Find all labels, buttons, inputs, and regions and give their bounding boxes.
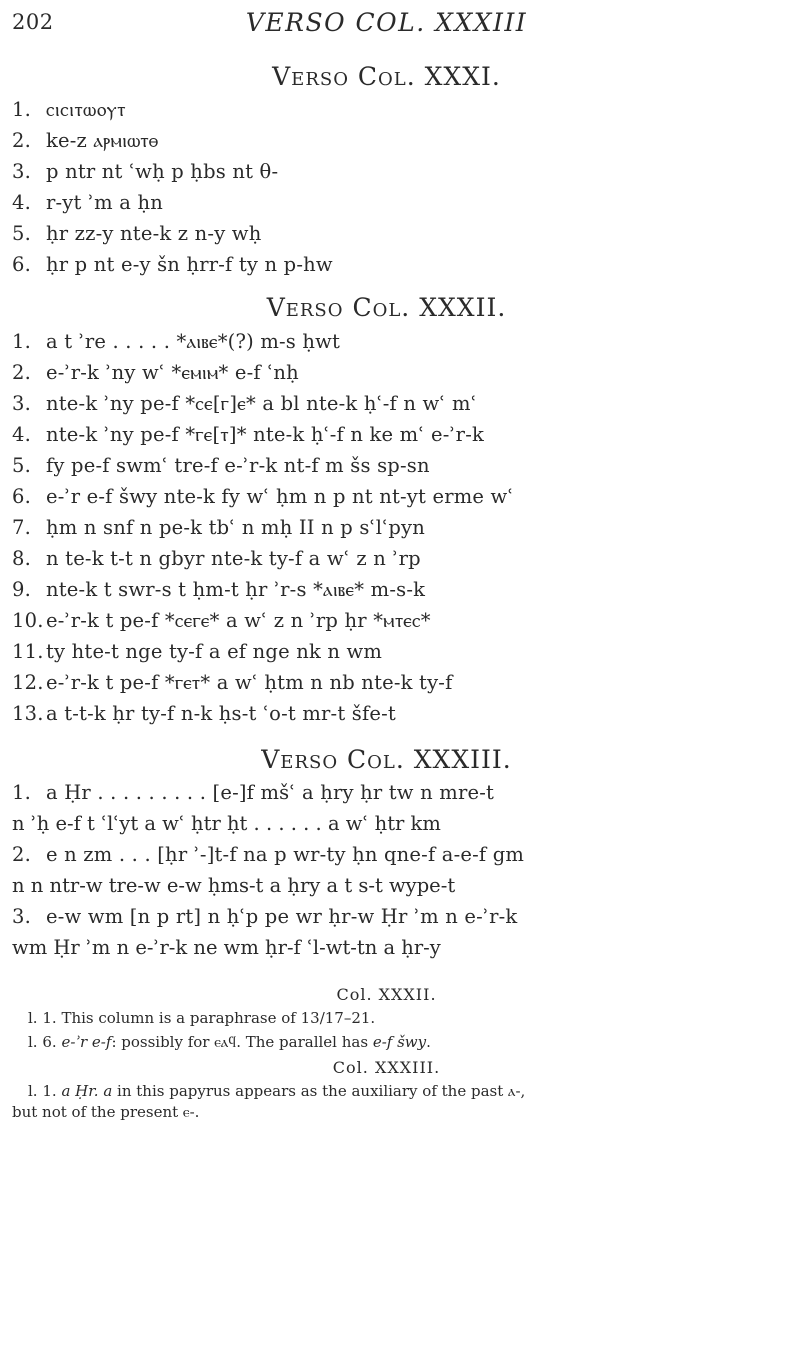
- col31-line: 1. ⲥⲓⲥⲓⲧⲱⲟⲩⲧ: [12, 98, 127, 121]
- col32-heading: Verso Col. XXXII.: [266, 293, 507, 322]
- col32-line: 4. nte-k ʾny pe-f *ⲅⲉ[ⲧ]* nte-k ḥʿ-f n ke mʿ e-ʾr-k: [12, 423, 485, 446]
- note: l. 1. a Ḥr. a in this papyrus appears as the auxiliary of the past ⲁ-,: [28, 1082, 526, 1100]
- col33-line: 1. a Ḥr . . . . . . . . . [e-]f mšʿ a ḥry ḥr tw n mre-t: [12, 781, 495, 804]
- col31-line: 3. p ntr nt ʿwḥ p ḥbs nt θ-: [12, 160, 279, 183]
- running-head: [12, 4, 761, 44]
- col33-line-continued: wm Ḥr ʾm n e-ʾr-k ne wm ḥr-f ʿl-wt-tn a ḥr-y: [12, 936, 441, 959]
- col32-line: 11. ty hte-t nge ty-f a ef nge nk n wm: [12, 640, 383, 663]
- col31-line: 6. ḥr p nt e-y šn ḥrr-f ty n p-hw: [12, 253, 333, 276]
- note: l. 1. This column is a paraphrase of 13/17–21.: [28, 1009, 376, 1027]
- notes-col33-heading: Col. XXXIII.: [332, 1058, 441, 1077]
- col32-line: 6. e-ʾr e-f šwy nte-k fy wʿ ḥm n p nt nt-yt erme wʿ: [12, 485, 514, 508]
- note: l. 6. e-ʾr e-f: possibly for ⲉⲁϥ. The parallel has e-f šwy.: [28, 1033, 431, 1051]
- col32-line: 3. nte-k ʾny pe-f *ⲥⲉ[ⲅ]ⲉ* a bl nte-k ḥʿ-f n wʿ mʿ: [12, 392, 477, 415]
- col31-line: 4. r-yt ʾm a ḥn: [12, 191, 163, 214]
- col33-line: 3. e-w wm [n p rt] n ḥʿp pe wr ḥr-w Ḥr ʾm n e-ʾr-k: [12, 905, 518, 928]
- col33-line-continued: n n ntr-w tre-w e-w ḥms-t a ḥry a t s-t wype-t: [12, 874, 456, 897]
- col32-line: 12. e-ʾr-k t pe-f *ⲅⲉⲧ* a wʿ ḥtm n nb nte-k ty-f: [12, 671, 453, 694]
- col32-line: 13. a t-t-k ḥr ty-f n-k ḥs-t ʿo-t mr-t šfe-t: [12, 702, 396, 725]
- col32-line: 2. e-ʾr-k ʾny wʿ *ⲉⲙⲓⲙ* e-f ʿnḥ: [12, 361, 299, 384]
- running-title: VERSO COL. XXXIII: [245, 8, 528, 37]
- col31-line: 2. ke-z ⲁⲣⲙⲓⲱⲧⲑ: [12, 129, 159, 152]
- col32-line: 1. a t ʾre . . . . . *ⲁⲓⲃⲉ*(?) m-s ḥwt: [12, 330, 341, 353]
- col32-line: 5. fy pe-f swmʿ tre-f e-ʾr-k nt-f m šs sp-sn: [12, 454, 430, 477]
- note-continued: but not of the present ⲉ-.: [12, 1103, 200, 1121]
- col33-line: 2. e n zm . . . [ḥr ʾ-]t-f na p wr-ty ḥn qne-f a-e-f gm: [12, 843, 525, 866]
- col32-line: 7. ḥm n snf n pe-k tbʿ n mḥ II n p sʿlʿpyn: [12, 516, 426, 539]
- col32-line: 10. e-ʾr-k t pe-f *ⲥⲉⲅⲉ* a wʿ z n ʾrp ḥr *ⲙⲧⲉⲥ*: [12, 609, 431, 632]
- notes-col32-heading: Col. XXXII.: [336, 985, 437, 1004]
- page-number: 202: [12, 10, 54, 34]
- col31-line: 5. ḥr zz-y nte-k z n-y wḥ: [12, 222, 262, 245]
- col32-line: 8. n te-k t-t n gbyr nte-k ty-f a wʿ z n ʾrp: [12, 547, 421, 570]
- col33-heading: Verso Col. XXXIII.: [261, 745, 512, 774]
- col33-line-continued: n ʾḥ e-f t ʿlʿyt a wʿ ḥtr ḥt . . . . . . a wʿ ḥtr km: [12, 812, 441, 835]
- col32-line: 9. nte-k t swr-s t ḥm-t ḥr ʾr-s *ⲁⲓⲃⲉ* m-s-k: [12, 578, 426, 601]
- col31-heading: Verso Col. XXXI.: [272, 62, 501, 91]
